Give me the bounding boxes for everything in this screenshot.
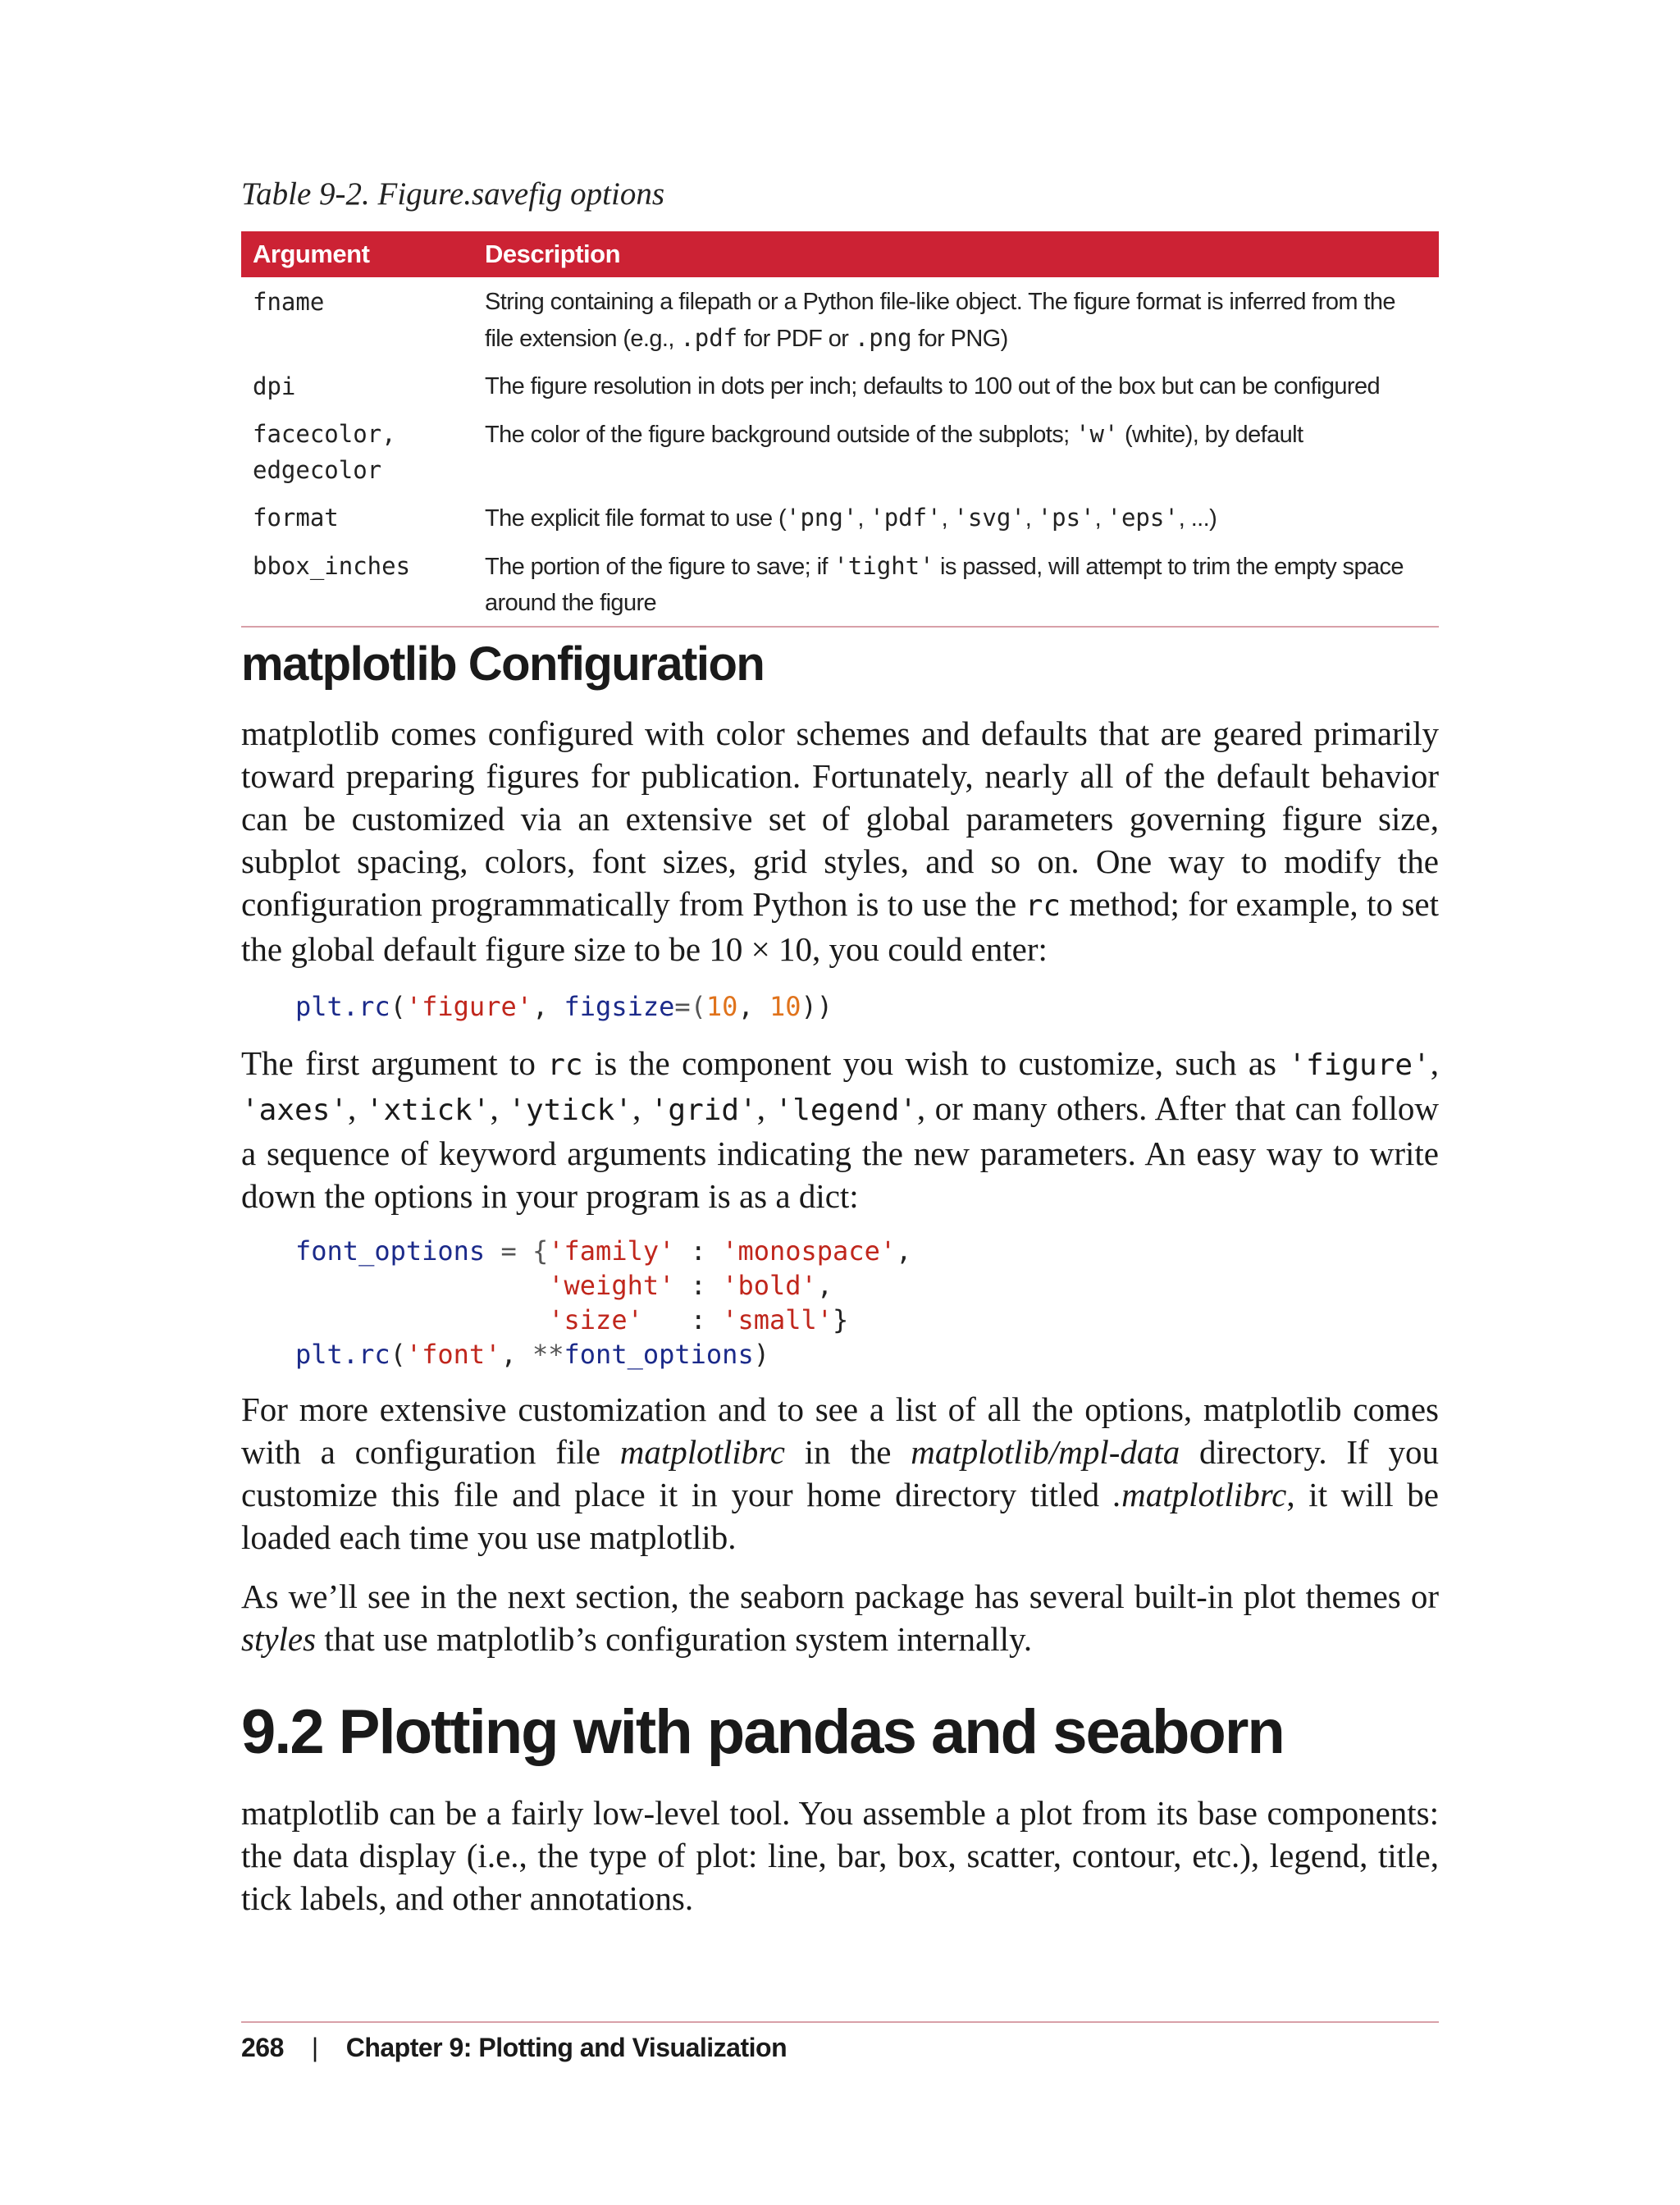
code-token: 'bold': [722, 1270, 817, 1301]
code-token: plt.rc: [295, 991, 390, 1022]
filename-italic: .matplotlibrc: [1112, 1476, 1287, 1513]
para-text: ,: [348, 1089, 366, 1127]
code-token: font_options: [564, 1339, 754, 1370]
para-text: ,: [756, 1089, 775, 1127]
para-text: is the component you wish to customize, such as: [582, 1044, 1289, 1082]
desc-text: String containing a filepath or a Python file-like object. The figure format is inferred from the file extension (e.g.,: [485, 289, 1395, 352]
code-token: 10: [705, 991, 738, 1022]
desc-code: 'tight': [833, 552, 934, 580]
desc-text: The portion of the figure to save; if: [485, 554, 834, 580]
inline-code: 'xtick': [365, 1093, 491, 1127]
paragraph: [241, 1575, 1439, 1660]
table-header-row: [241, 231, 1439, 277]
table-row: [241, 409, 1439, 493]
code-token: :: [674, 1270, 723, 1301]
inline-code: 'grid': [650, 1093, 757, 1127]
code-token: (: [390, 1339, 406, 1370]
section-title-plotting-pandas-seaborn: 9.2 Plotting with pandas and seaborn: [241, 1697, 1284, 1767]
para-text: For more extensive customization and to see a list of all the options, matplotlib comes with a configuration file: [241, 1390, 1439, 1471]
desc-cell: [473, 541, 1439, 627]
desc-text: for PNG): [911, 326, 1008, 352]
para-text: ,: [490, 1089, 509, 1127]
inline-code: 'ytick': [508, 1093, 632, 1127]
table-row: [241, 493, 1439, 541]
code-token: ,: [500, 1339, 532, 1370]
footer-divider: [241, 2021, 1439, 2023]
code-token: plt.rc: [295, 1339, 390, 1370]
desc-text: ,: [857, 505, 870, 532]
para-text: directory. If you customize this file and place it in your home directory titled: [241, 1433, 1439, 1513]
para-text: , or many others. After that can follow a sequence of keyword arguments indicating the new parameters. An easy way to write down the options in your program is as a dict:: [241, 1089, 1440, 1215]
table-row: [241, 362, 1439, 409]
paragraph: [241, 712, 1439, 970]
desc-text: (white), by default: [1118, 422, 1303, 448]
page-number: 268: [241, 2033, 284, 2062]
code-token: ): [753, 1339, 769, 1370]
inline-code: 'figure': [1288, 1048, 1431, 1082]
para-text: , it will be loaded each time you use matplotlib.: [241, 1476, 1440, 1556]
header-description: Description: [473, 231, 1439, 277]
code-token: (: [390, 991, 406, 1022]
inline-code: rc: [547, 1048, 583, 1082]
desc-code: 'svg': [953, 504, 1025, 532]
desc-cell: [473, 409, 1439, 493]
desc-code: 'ps': [1037, 504, 1095, 532]
code-token: font_options: [295, 1235, 486, 1267]
code-token: ,: [816, 1270, 833, 1301]
desc-cell: [473, 277, 1439, 362]
desc-code: 'pdf': [870, 504, 942, 532]
desc-text: The figure resolution in dots per inch; defaults to 100 out of the box but can be configured: [485, 373, 1381, 399]
code-token: 'small': [722, 1304, 833, 1335]
code-token: 'size': [548, 1304, 643, 1335]
desc-code: .pdf: [680, 324, 738, 352]
code-token: :: [642, 1304, 723, 1335]
para-text: As we’ll see in the next section, the seaborn package has several built-in plot themes or: [241, 1577, 1439, 1615]
footer-separator: |: [311, 2033, 318, 2062]
chapter-title: Chapter 9: Plotting and Visualization: [345, 2033, 788, 2062]
code-token: =(: [674, 991, 706, 1022]
arg-cell: dpi: [253, 372, 296, 400]
code-block-rc: [295, 989, 1493, 1024]
arg-cell: facecolor, edgecolor: [253, 420, 396, 484]
desc-text: for PDF or: [737, 326, 855, 352]
paragraph: [241, 1388, 1439, 1559]
code-block-font-options: [295, 1234, 1493, 1372]
code-token: ,: [737, 991, 769, 1022]
para-text: in the: [784, 1433, 911, 1471]
code-token: 'figure': [405, 991, 532, 1022]
para-text: matplotlib comes configured with color schemes and defaults that are geared primarily toward preparing figures for publication. Fortunately, nearly all of the default behavior can be customized via an extensive set of global parameters governing figure size, subplot spacing, colors, font sizes, grid styles, and so on. One way to modify the configuration programmatically from Python is to use the: [241, 714, 1439, 923]
arg-cell: format: [253, 504, 339, 532]
table-caption: Table 9-2. Figure.savefig options: [241, 176, 665, 212]
desc-code: 'eps': [1107, 504, 1179, 532]
desc-text: ,: [1025, 505, 1038, 532]
desc-text: The color of the figure background outside of the subplots;: [485, 422, 1076, 448]
arg-cell: fname: [253, 288, 325, 316]
code-token: = {: [485, 1235, 549, 1267]
desc-text: ,: [941, 505, 954, 532]
desc-text: ,: [1094, 505, 1107, 532]
savefig-options-table: [241, 231, 1439, 628]
desc-code: .png: [854, 324, 912, 352]
inline-code: 'axes': [241, 1093, 349, 1127]
arg-cell: bbox_inches: [253, 552, 411, 580]
desc-code: 'png': [786, 504, 858, 532]
code-token: 'weight': [548, 1270, 675, 1301]
code-token: figsize: [564, 991, 675, 1022]
code-token: **: [532, 1339, 564, 1370]
para-text: The first argument to: [241, 1044, 548, 1082]
code-token: 10: [769, 991, 801, 1022]
desc-text: is passed, will attempt to trim the empty space around the figure: [485, 554, 1404, 616]
paragraph: matplotlib can be a fairly low-level tool. You assemble a plot from its base components: the data display (i.e., the type of plot: line, bar, box, scatter, contour, etc.), legend, title, tick labels, and other annotations.: [241, 1794, 1439, 1917]
table-row: [241, 541, 1439, 627]
page-footer: [241, 2033, 787, 2063]
path-italic: matplotlib/mpl-data: [911, 1433, 1180, 1471]
table-row: [241, 277, 1439, 362]
paragraph: [241, 1042, 1439, 1217]
desc-cell: [473, 493, 1439, 541]
inline-code: rc: [1025, 889, 1061, 923]
desc-text: The explicit file format to use (: [485, 505, 787, 532]
desc-code: 'w': [1075, 420, 1119, 448]
term-italic: styles: [241, 1620, 317, 1658]
desc-cell: [473, 362, 1439, 409]
code-token: )): [801, 991, 833, 1022]
filename-italic: matplotlibrc: [619, 1433, 785, 1471]
header-argument: Argument: [241, 231, 473, 277]
inline-code: 'legend': [774, 1093, 917, 1127]
code-token: 'family': [548, 1235, 675, 1267]
para-text: method; for example, to set the global default figure size to be 10 × 10, you could enter:: [241, 885, 1439, 968]
code-token: }: [833, 1304, 849, 1335]
desc-text: , ...): [1178, 505, 1217, 532]
para-text: that use matplotlib’s configuration system internally.: [316, 1620, 1033, 1658]
para-text: ,: [632, 1089, 651, 1127]
para-text: ,: [1430, 1044, 1439, 1082]
code-token: ,: [532, 991, 564, 1022]
code-token: 'font': [405, 1339, 501, 1370]
section-title-configuration: matplotlib Configuration: [241, 637, 765, 691]
code-token: ,: [896, 1235, 912, 1267]
code-token: :: [674, 1235, 723, 1267]
code-token: 'monospace': [722, 1235, 897, 1267]
